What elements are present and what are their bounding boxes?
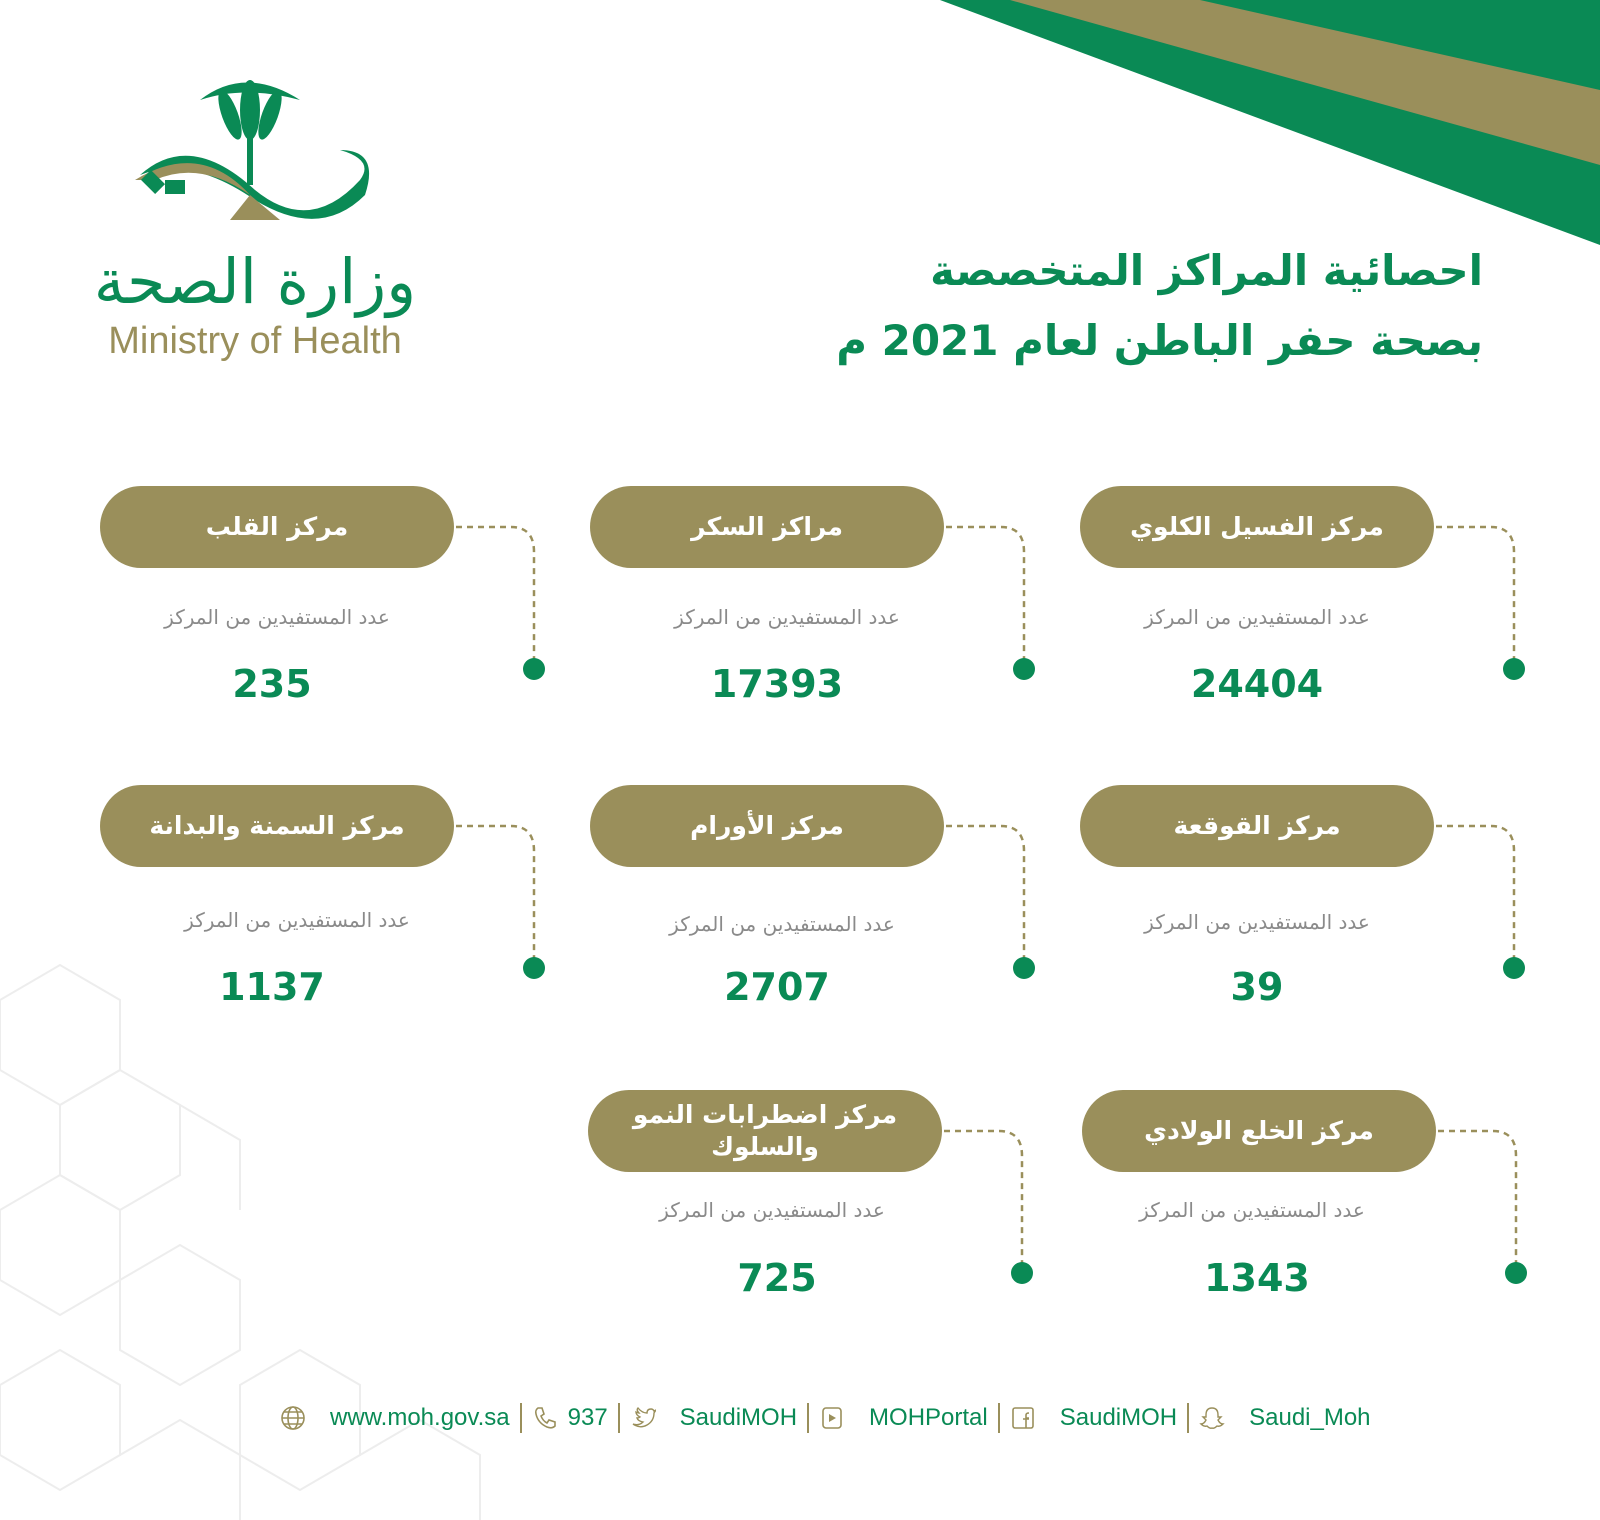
footer-youtube[interactable] — [819, 1404, 988, 1432]
twitter-icon — [630, 1405, 656, 1431]
center-card-title: مركز القوقعة — [1080, 785, 1434, 867]
beneficiaries-count: 2707 — [724, 965, 830, 1009]
center-card-title: مراكز السكر — [590, 486, 944, 568]
phone-text: 937 — [567, 1404, 608, 1431]
page-title-line1: احصائية المراكز المتخصصة — [930, 246, 1483, 295]
footer-snapchat[interactable] — [1199, 1404, 1370, 1432]
beneficiaries-label: عدد المستفيدين من المركز — [1139, 1198, 1365, 1222]
beneficiaries-label: عدد المستفيدين من المركز — [674, 605, 900, 629]
footer-twitter[interactable] — [630, 1404, 797, 1432]
divider — [807, 1403, 809, 1433]
logo-arabic-text: وزارة الصحة — [93, 245, 417, 318]
center-card-title: مركز الفسيل الكلوي — [1080, 486, 1434, 568]
snapchat-icon — [1199, 1405, 1225, 1431]
center-card-title: مركز اضطرابات النمو والسلوك — [588, 1090, 942, 1172]
twitter-text: SaudiMOH — [679, 1404, 798, 1431]
center-card-title: مركز القلب — [100, 486, 454, 568]
beneficiaries-count: 39 — [1230, 965, 1284, 1009]
facebook-icon — [1010, 1405, 1036, 1431]
dashed-connector — [944, 1131, 1034, 1291]
dashed-connector — [946, 826, 1036, 986]
dashed-connector — [456, 527, 546, 687]
footer-contact-bar — [280, 1400, 1371, 1436]
beneficiaries-count: 235 — [232, 662, 312, 706]
snapchat-text: Saudi_Moh — [1249, 1404, 1371, 1431]
youtube-text: MOHPortal — [869, 1404, 988, 1431]
dashed-connector — [456, 826, 546, 986]
divider — [618, 1403, 620, 1433]
footer-facebook[interactable] — [1010, 1404, 1177, 1432]
beneficiaries-count: 17393 — [710, 662, 844, 706]
center-card-title: مركز الخلع الولادي — [1082, 1090, 1436, 1172]
facebook-text: SaudiMOH — [1059, 1404, 1178, 1431]
beneficiaries-label: عدد المستفيدين من المركز — [669, 912, 895, 936]
globe-icon — [280, 1405, 306, 1431]
footer-phone[interactable] — [532, 1404, 608, 1432]
phone-icon — [532, 1405, 558, 1431]
page-title-line2: بصحة حفر الباطن لعام 2021 م — [836, 316, 1483, 365]
youtube-icon — [819, 1405, 845, 1431]
divider — [998, 1403, 1000, 1433]
footer-website[interactable] — [280, 1404, 510, 1432]
center-card-title: مركز الأورام — [590, 785, 944, 867]
beneficiaries-label: عدد المستفيدين من المركز — [164, 605, 390, 629]
beneficiaries-label: عدد المستفيدين من المركز — [184, 908, 410, 932]
center-card-title: مركز السمنة والبدانة — [100, 785, 454, 867]
dashed-connector — [1438, 1131, 1528, 1291]
dashed-connector — [1436, 826, 1526, 986]
beneficiaries-label: عدد المستفيدين من المركز — [659, 1198, 885, 1222]
beneficiaries-label: عدد المستفيدين من المركز — [1144, 605, 1370, 629]
beneficiaries-count: 1343 — [1204, 1256, 1310, 1300]
beneficiaries-count: 1137 — [219, 965, 325, 1009]
website-text: www.moh.gov.sa — [330, 1404, 510, 1431]
dashed-connector — [1436, 527, 1526, 687]
beneficiaries-count: 24404 — [1190, 662, 1324, 706]
divider — [520, 1403, 522, 1433]
beneficiaries-count: 725 — [737, 1256, 817, 1300]
beneficiaries-label: عدد المستفيدين من المركز — [1144, 910, 1370, 934]
divider — [1187, 1403, 1189, 1433]
logo-english-text: Ministry of Health — [108, 320, 402, 362]
